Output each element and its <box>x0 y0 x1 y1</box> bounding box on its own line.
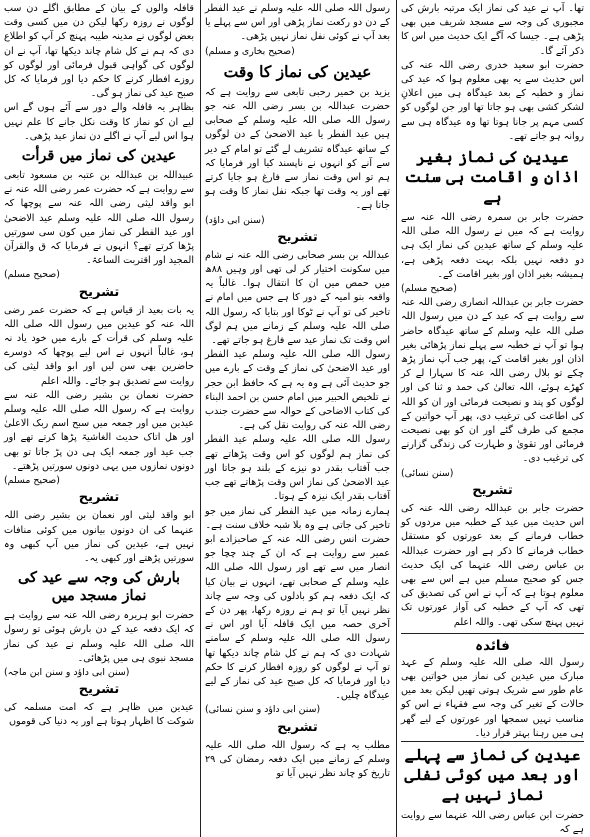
column-right <box>396 0 590 837</box>
section-heading: بارش کی وجہ سے عید کی نماز مسجد میں <box>17 569 181 605</box>
paragraph: حضرت انس رضی اللہ عنہ کے صاحبزادے ابو عمیر سے روایت ہے کہ ان کے چند چچا جو انصار میں سے تھے اور رسول اللہ صلی اللہ علیہ وسلم کے صحابی تھے، انہوں نے بیان کیا کہ ایک دفعہ ہم کو بادلوں کی وجہ سے چاند نظر نہیں آیا تو ہم نے روزہ رکھا، پھر دن کے آخری حصہ میں ایک قافلہ آیا اور اس نے رسول اللہ صلی اللہ علیہ وسلم کے سامنے شہادت دی کہ ہم نے کل شام چاند دیکھا تھا تو آپ نے لوگوں کو روزہ افطار کرنے کا حکم دیا اور فرمایا کہ کل صبح عید کی نماز کے لیے عیدگاہ چلیں۔ <box>205 533 390 702</box>
paragraph: حضرت جابر بن عبداللہ انصاری رضی اللہ عنہ سے روایت ہے کہ عید کے دن میں رسول اللہ صلی اللہ علیہ وسلم کے ساتھ عیدگاہ حاضر ہوا تو آپ نے خطبہ سے پہلے نماز پڑھائی بغیر اذان اور بغیر اقامت کے، پھر جب آپ نماز پڑھ چکے تو بلال رضی اللہ عنہ کا سہارا لے کر کھڑے ہوئے، اللہ تعالیٰ کی حمد و ثنا کی اور لوگوں کو پند و نصیحت فرمائی اور ان کو اللہ کی اطاعت کی ترغیب دی، پھر آپ خواتین کے مجمع کی طرف گئے اور ان کو بھی نصیحت فرمائی اور تقویٰ و طہارت کی زندگی گزارنے کی ترغیب دی۔ <box>401 297 584 465</box>
paragraph: یزید بن خمیر رحبی تابعی سے روایت ہے کہ حضرت عبداللہ بن بسر رضی اللہ عنہ جو رسول اللہ صلی اللہ علیہ وسلم کے صحابی ہیں عید الفطر یا عید الاضحیٰ کے دن لوگوں کے ساتھ عیدگاہ تشریف لے گئے تو امام کے دیر سے آنے کو انہوں نے ناپسند کیا اور فرمایا کہ ہم تو اس وقت نماز سے فارغ ہو جایا کرتے تھے اور یہ وقت تھا جبکہ نفل نماز کا وقت ہو جاتا ہے۔ <box>205 86 390 212</box>
paragraph: رسول اللہ صلی اللہ علیہ وسلم عید الفطر اور عید الاضحیٰ کی نماز کے وقت کے بارے میں جو حدیث آئی ہے وہ یہ ہے کہ حافظ ابن حجر نے تلخیص الحبیر میں امام حسن بن احمد البناء کی کتاب الاضاحی کے حوالہ سے حضرت جندب رضی اللہ عنہ کی روایت نقل کی ہے۔ <box>205 349 390 432</box>
paragraph: عبداللہ بن بسر صحابی رضی اللہ عنہ نے شام میں سکونت اختیار کر لی تھی اور وہیں ۸۸ھ میں حمص میں ان کا انتقال ہوا۔ غالباً یہ واقعہ بنو امیہ کے دور کا ہے جس میں امام نے تاخیر کی تو آپ نے ٹوکا اور بتایا کہ رسول اللہ صلی اللہ علیہ وسلم کے زمانے میں ہم لوگ اس وقت تک نماز عید سے فارغ ہو جاتے تھے۔ <box>205 249 390 347</box>
paragraph: حضرت ابو سعید خدری رضی اللہ عنہ کی اس حدیث سے یہ بھی معلوم ہوا کہ عید کی نماز و خطبہ کے بعد عیدگاہ ہی میں اعلانِ لشکر کشی بھی ہو جاتا تھا اور جن لوگوں کو کسی مہم پر جانا ہوتا تھا وہ عیدگاہ ہی سے روانہ ہو جاتے تھے۔ <box>401 59 584 142</box>
section-heading: عیدین کی نماز بغیر اذان و اقامت ہی سنت ہے <box>404 147 581 207</box>
column-middle <box>200 0 396 837</box>
source-citation: (صحیح مسلم) <box>401 283 457 295</box>
paragraph: حضرت ابو ہریرہ رضی اللہ عنہ سے روایت ہے کہ ایک دفعہ عید کے دن بارش ہوئی تو رسول اللہ صلی اللہ علیہ وسلم نے عید کی نماز مسجد نبوی ہی میں پڑھائی۔ <box>4 610 194 664</box>
paragraph: قافلہ والوں کے بیان کے مطابق اگلے دن سب لوگوں نے روزہ رکھا لیکن دن میں کسی وقت بعض لوگوں نے مدینہ طیبہ پہنچ کر آپ کو اطلاع دی کہ ہم نے کل شام چاند دیکھا تھا، آپ نے ان لوگوں کی گواہی قبول فرمائی اور لوگوں کو روزے افطار کرنے کا حکم دیا اور فرمایا کہ کل صبح عید کی نماز ہو گی۔ <box>4 3 194 100</box>
source-citation: (صحیح مسلم) <box>4 475 60 487</box>
section-subheading: تشریح <box>78 682 120 698</box>
paragraph: تھا۔ آپ نے عید کی نماز ایک مرتبہ بارش کی مجبوری کی وجہ سے مسجد شریف میں بھی پڑھی ہے۔ جیسا کہ آگے ایک حدیث میں اس کا ذکر آئے گا۔ <box>401 3 584 57</box>
section-heading: عیدین کی نماز میں قرأت <box>21 147 177 165</box>
source-citation: (صحیح بخاری و مسلم) <box>205 45 295 57</box>
section-subheading: تشریح <box>277 719 318 735</box>
paragraph: عیدین میں ظاہر ہے کہ امت مسلمہ کی شوکت کا اظہار ہوتا ہے اور یہ دنیا کی قوموں <box>4 702 194 728</box>
paragraph: حضرت جابر بن سمرہ رضی اللہ عنہ سے روایت ہے کہ میں نے رسول اللہ صلی اللہ علیہ وسلم کے ساتھ عیدین کی نماز ایک ہی دو دفعہ نہیں بلکہ بہت دفعہ پڑھی ہے، ہمیشہ بغیر اذان اور بغیر اقامت کے۔ <box>401 212 584 280</box>
section-heading: عیدین کی نماز کا وقت <box>223 61 372 81</box>
note-title: فائدہ <box>475 637 510 654</box>
source-citation: (سنن نسائی) <box>401 467 454 479</box>
paragraph: رسول اللہ صلی اللہ علیہ وسلم عید الفطر کی نماز ہم لوگوں کو اس وقت پڑھاتے تھے جب آفتاب بقدر دو نیزے کے بلند ہو جاتا اور عید الاضحیٰ کی نماز اس وقت پڑھاتے تھے جب آفتاب بقدر ایک نیزہ کے ہوتا۔ <box>205 434 390 503</box>
section-subheading: تشریح <box>78 490 120 506</box>
paragraph: عبیداللہ بن عبداللہ بن عتبہ بن مسعود تابعی سے روایت ہے کہ حضرت عمر رضی اللہ عنہ نے ابو واقد لیثی رضی اللہ عنہ سے پوچھا کہ رسول اللہ صلی اللہ علیہ وسلم عید الاضحیٰ اور عید الفطر کی نماز میں کون سی سورتیں پڑھا کرتے تھے؟ انہوں نے فرمایا کہ ق والقرآن المجید اور اقتربت الساعۃ۔ <box>4 170 194 267</box>
paragraph: ہمارے زمانہ میں عید الفطر کی نماز میں جو تاخیر کی جاتی ہے وہ بلا شبہ خلاف سنت ہے۔ <box>205 505 390 531</box>
section-heading: عیدین کی نماز سے پہلے اور بعد میں کوئی نفلی نماز نہیں ہے <box>404 744 581 804</box>
paragraph: ابو واقد لیثی اور نعمان بن بشیر رضی اللہ عنہما کی ان دونوں بیانوں میں کوئی منافات نہیں ہے، عیدین کی نماز میں آپ کبھی وہ سورتیں پڑھتے اور کبھی یہ۔ <box>4 510 194 564</box>
source-citation: (سنن ابی داؤد و سنن ابن ماجہ) <box>4 666 130 678</box>
paragraph: مطلب یہ ہے کہ رسول اللہ صلی اللہ علیہ وسلم کے زمانے میں ایک دفعہ رمضان کی ۲۹ تاریخ کو چاند نظر نہیں آیا تو <box>205 739 390 779</box>
paragraph: حضرت ابن عباس رضی اللہ عنہما سے روایت ہے کہ <box>401 809 584 836</box>
paragraph: یہ بات بعید از قیاس ہے کہ حضرت عمر رضی اللہ عنہ کو عیدین میں رسول اللہ صلی اللہ علیہ وسلم کی قرأت کے بارے میں خود یاد نہ ہو، غالباً انہوں نے اس لیے پوچھا کہ دوسرے حاضرین بھی سن لیں اور ابو واقد لیثی کی روایت سے تصدیق ہو جائے۔ واللہ اعلم <box>4 304 194 387</box>
section-subheading: تشریح <box>78 284 120 300</box>
paragraph: بظاہر یہ قافلہ والے دور سے آئے ہوں گے اس لیے ان کو نماز کا وقت نکل جانے کا علم نہیں ہوا اس لیے آپ نے اگلے دن نماز عید پڑھی۔ <box>4 102 194 142</box>
paragraph: حضرت نعمان بن بشیر رضی اللہ عنہ سے روایت ہے کہ رسول اللہ صلی اللہ علیہ وسلم عیدین میں اور جمعہ میں سبح اسم ربک الاعلیٰ اور ھل اتاک حدیث الغاشیۃ پڑھا کرتے تھے اور جب عید اور جمعہ ایک ہی دن پڑ جاتا تو بھی دونوں نمازوں میں یہی دونوں سورتیں پڑھتے۔ <box>4 389 194 472</box>
column-left <box>0 0 200 837</box>
section-subheading: تشریح <box>277 229 318 245</box>
source-citation: (صحیح مسلم) <box>4 269 60 281</box>
paragraph: رسول اللہ صلی اللہ علیہ وسلم نے عید الفطر کے دن دو رکعت نماز پڑھی اور اس سے پہلے یا بعد آپ نے کوئی نفل نماز نہیں پڑھی۔ <box>205 3 390 43</box>
paragraph: رسول اللہ صلی اللہ علیہ وسلم کے عہد مبارک میں عیدین کی نماز میں خواتین بھی عام طور سے شریک ہوتی تھیں لیکن بعد میں حالات کے تغیر کی وجہ سے فقہاء نے اس کو مناسب نہیں سمجھا اور عورتوں کے لیے گھر ہی میں رہنا بہتر قرار دیا۔ <box>401 656 584 739</box>
source-citation: (سنن ابی داؤد و سنن نسائی) <box>205 704 321 716</box>
section-subheading: تشریح <box>472 482 513 498</box>
source-citation: (سنن ابی داؤد) <box>205 214 265 226</box>
paragraph: حضرت جابر بن عبداللہ رضی اللہ عنہ کی اس حدیث میں عید کے خطبہ میں مردوں کو خطاب فرمانے کے بعد عورتوں کو مستقل خطاب فرمانے کا ذکر ہے اور حضرت عبداللہ بن عباس رضی اللہ عنہما کی ایک حدیث جس کو صحیح مسلم میں ہے اس سے بھی معلوم ہوتا ہے کہ آپ نے اس کی تصدیق کی تھی کہ آپ کے خطبہ کی آواز عورتوں تک نہیں پہنچ سکی تھی۔ واللہ اعلم <box>401 502 584 628</box>
note-box <box>401 633 584 742</box>
